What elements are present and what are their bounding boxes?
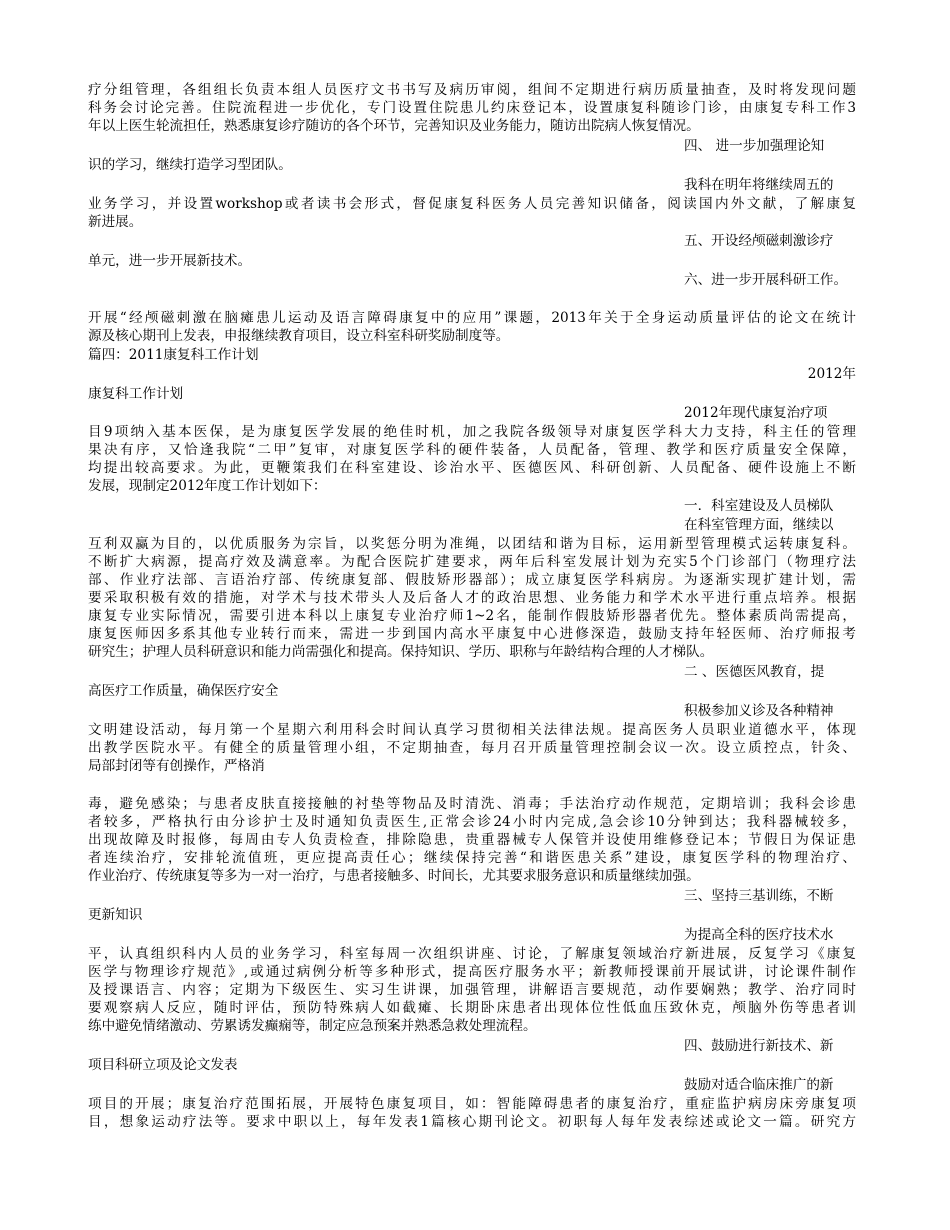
text-line: 康复医师因多系其他专业转行而来，需进一步到国内高水平康复中心进修深造，鼓励支持年轻医师、治疗师报考 <box>88 626 856 642</box>
text-line: 研究生；护理人员科研意识和能力尚需强化和提高。保持知识、学历、职称与年龄结构合理的人才梯队。 <box>88 644 714 660</box>
text-line: 我科在明年将继续周五的 <box>684 177 834 193</box>
text-line: 单元，进一步开展新技术。 <box>88 253 252 269</box>
text-line: 年以上医生轮流担任，熟悉康复诊疗随访的各个环节，完善知识及业务能力，随访出院病人恢复情况。 <box>88 118 700 134</box>
text-line: 均提出较高要求。为此，更鞭策我们在科室建设、诊治水平、医德医风、科研创新、人员配备、硬件设施上不断 <box>88 460 856 476</box>
text-line: 科务会讨论完善。住院流程进一步优化，专门设置住院患儿约床登记本，设置康复科随诊门诊，由康复专科工作3 <box>88 100 856 116</box>
text-line: 毒，避免感染；与患者皮肤直接接触的衬垫等物品及时清洗、消毒；手法治疗动作规范，定期培训；我科会诊患 <box>88 796 856 812</box>
text-line: 者连续治疗，安排轮流值班，更应提高责任心；继续保持完善“和谐医患关系”建设，康复医学科的物理治疗、 <box>88 850 856 866</box>
text-line: 积极参加义诊及各种精神 <box>684 703 834 719</box>
text-line: 六、进一步开展科研工作。 <box>684 272 848 288</box>
text-line: 鼓励对适合临床推广的新 <box>684 1077 834 1093</box>
text-line: 果决有序，又恰逢我院“二甲”复审，对康复医学科的硬件装备，人员配备，管理、教学和医疗质量安全保障， <box>88 442 856 458</box>
text-line: 项目的开展；康复治疗范围拓展，开展特色康复项目，如：智能障碍患者的康复治疗，重症监护病房床旁康复项 <box>88 1096 856 1112</box>
text-line: 目，想象运动疗法等。要求中职以上，每年发表1篇核心期刊论文。初职每人每年发表综述或论文一篇。研究方 <box>88 1114 856 1130</box>
text-line: 为提高全科的医疗技术水 <box>684 927 834 943</box>
text-line: 篇四：2011康复科工作计划 <box>88 347 259 363</box>
text-line: 疗分组管理，各组组长负责本组人员医疗文书书写及病历审阅，组间不定期进行病历质量抽查，及时将发现问题 <box>88 82 856 98</box>
text-line: 目9项纳入基本医保，是为康复医学发展的绝佳时机，加之我院各级领导对康复医学科大力支持，科主任的管理 <box>88 424 856 440</box>
text-line: 新进展。 <box>88 214 143 230</box>
text-line: 要观察病人反应，随时评估，预防特殊病人如截瘫、长期卧床患者出现体位性低血压致休克，颅脑外伤等患者训 <box>88 1000 856 1016</box>
text-line: 康复科工作计划 <box>88 386 184 402</box>
text-line: 2012年 <box>807 366 856 382</box>
text-line: 高医疗工作质量，确保医疗安全 <box>88 683 279 699</box>
text-line: 者较多，严格执行由分诊护士及时通知负责医生,正常会诊24小时内完成,急会诊10分钟到达；我科器械较多， <box>88 814 856 830</box>
text-line: 局部封闭等有创操作，严格消 <box>88 758 265 774</box>
text-line: 练中避免情绪激动、劳累诱发癫痫等，制定应急预案并熟悉急救处理流程。 <box>88 1018 537 1034</box>
text-line: 部、作业疗法部、言语治疗部、传统康复部、假肢矫形器部）；成立康复医学科病房。为逐渐实现扩建计划，需 <box>88 572 856 588</box>
text-line: 互利双赢为目的，以优质服务为宗旨，以奖惩分明为准绳，以团结和谐为目标，运用新型管理模式运转康复科。 <box>88 536 856 552</box>
text-line: 一．科室建设及人员梯队 <box>684 498 834 514</box>
text-line: 四、鼓励进行新技术、新 <box>684 1038 834 1054</box>
text-line: 源及核心期刊上发表，申报继续教育项目，设立科室科研奖励制度等。 <box>88 328 510 344</box>
text-line: 四、 进一步加强理论知 <box>684 138 825 154</box>
text-line: 在科室管理方面，继续以 <box>684 517 834 533</box>
text-line: 平，认真组织科内人员的业务学习，科室每周一次组织讲座、讨论，了解康复领域治疗新进展，反复学习《康复 <box>88 946 856 962</box>
text-line: 开展“经颅磁刺激在脑瘫患儿运动及语言障碍康复中的应用”课题，2013年关于全身运动质量评估的论文在统计 <box>88 310 856 326</box>
text-line: 业务学习，并设置workshop或者读书会形式，督促康复科医务人员完善知识储备，阅读国内外文献，了解康复 <box>88 196 856 212</box>
text-line: 作业治疗、传统康复等多为一对一治疗，与患者接触多、时间长，尤其要求服务意识和质量继续加强。 <box>88 868 700 884</box>
text-line: 三、坚持三基训练，不断 <box>684 888 834 904</box>
text-line: 康复专业实际情况，需要引进本科以上康复专业治疗师1~2名，能制作假肢矫形器者优先。整体素质尚需提高， <box>88 608 856 624</box>
text-line: 识的学习，继续打造学习型团队。 <box>88 157 292 173</box>
text-line: 要采取积极有效的措施，对学术与技术带头人及后备人才的政治思想、业务能力和学术水平进行重点培养。根据 <box>88 590 856 606</box>
text-line: 及授课语言、内容；定期为下级医生、实习生讲课，加强管理，讲解语言要规范，动作要娴熟；教学、治疗同时 <box>88 982 856 998</box>
text-line: 五、开设经颅磁刺激诊疗 <box>684 233 834 249</box>
text-line: 出教学医院水平。有健全的质量管理小组，不定期抽查，每月召开质量管理控制会议一次。设立质控点，针灸、 <box>88 740 856 756</box>
text-line: 医学与物理诊疗规范》,或通过病例分析等多种形式，提高医疗服务水平；新教师授课前开展试讲，讨论课件制作 <box>88 964 856 980</box>
text-line: 二 、医德医风教育，提 <box>684 664 825 680</box>
text-line: 2012年现代康复治疗项 <box>684 405 828 421</box>
text-line: 项目科研立项及论文发表 <box>88 1057 238 1073</box>
text-line: 出现故障及时报修，每周由专人负责检查，排除隐患，贵重器械专人保管并设使用维修登记本；节假日为保证患 <box>88 832 856 848</box>
text-line: 文明建设活动，每月第一个星期六利用科会时间认真学习贯彻相关法律法规。提高医务人员职业道德水平，体现 <box>88 722 856 738</box>
text-line: 更新知识 <box>88 907 143 923</box>
text-line: 不断扩大病源，提高疗效及满意率。为配合医院扩建要求，两年后科室发展计划为充实5个门诊部门（物理疗法 <box>88 554 856 570</box>
text-line: 发展，现制定2012年度工作计划如下： <box>88 478 327 494</box>
